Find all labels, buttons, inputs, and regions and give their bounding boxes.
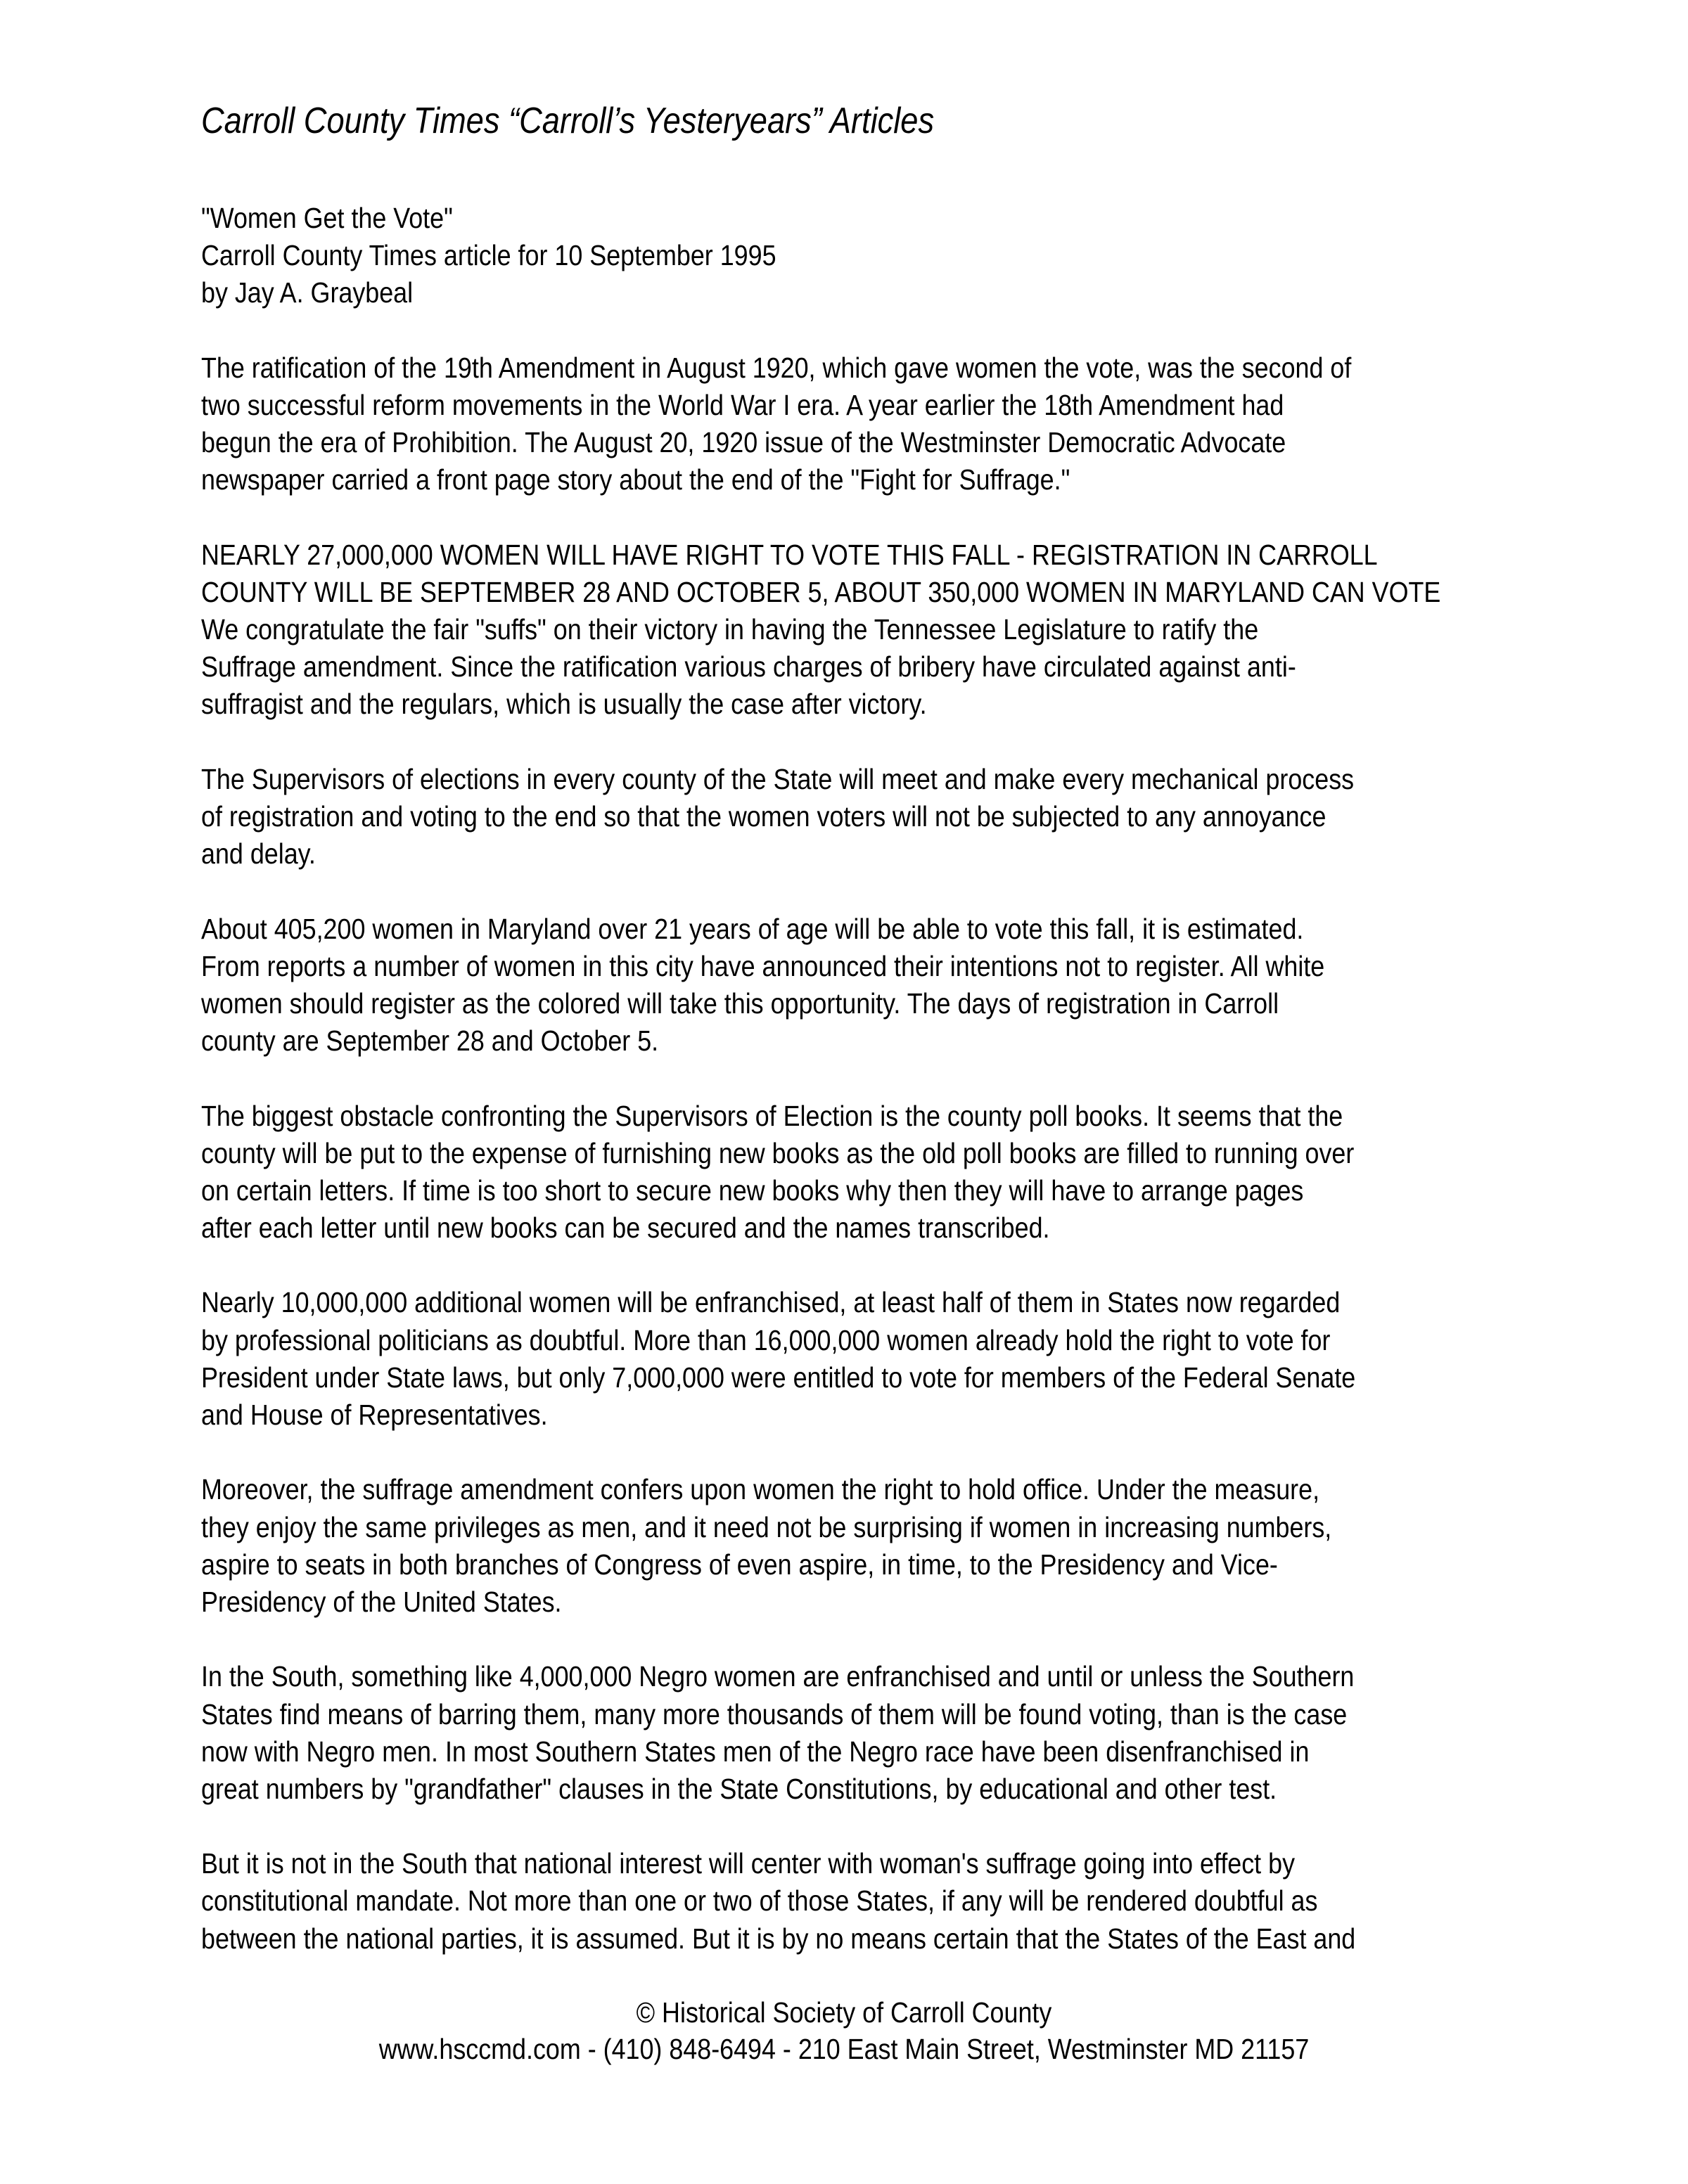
paragraph-line: begun the era of Prohibition. The August 20, 1920 issue of the Westminster Democratic Advocate xyxy=(201,426,1286,459)
paragraph-line: Nearly 10,000,000 additional women will be enfranchised, at least half of them in States now regarded xyxy=(201,1286,1341,1319)
paragraph-line: Moreover, the suffrage amendment confers upon women the right to hold office. Under the measure, xyxy=(201,1473,1320,1506)
paragraph-line: aspire to seats in both branches of Congress of even aspire, in time, to the Presidency and Vice- xyxy=(201,1548,1278,1581)
paragraph-line: two successful reform movements in the World War I era. A year earlier the 18th Amendment had xyxy=(201,388,1284,421)
paragraph-spacer xyxy=(201,873,1440,910)
paragraph-line: COUNTY WILL BE SEPTEMBER 28 AND OCTOBER 5, ABOUT 350,000 WOMEN IN MARYLAND CAN VOTE xyxy=(201,575,1441,608)
paragraph-line: We congratulate the fair "suffs" on their victory in having the Tennessee Legislature to ratify the xyxy=(201,613,1259,646)
paragraph-line: county will be put to the expense of furnishing new books as the old poll books are filled to running over xyxy=(201,1136,1355,1169)
paragraph-line: between the national parties, it is assumed. But it is by no means certain that the States of the East and xyxy=(201,1922,1356,1955)
paragraph-line: now with Negro men. In most Southern States men of the Negro race have been disenfranchised in xyxy=(201,1735,1310,1768)
footer-copyright: © Historical Society of Carroll County xyxy=(636,1996,1052,2029)
paragraph-spacer xyxy=(201,1434,1440,1471)
paragraph-line: after each letter until new books can be secured and the names transcribed. xyxy=(201,1212,1050,1245)
page-footer xyxy=(0,1994,1688,2067)
article-heading-line: "Women Get the Vote" xyxy=(201,202,453,234)
paragraph-line: The ratification of the 19th Amendment in August 1920, which gave women the vote, was the second of xyxy=(201,351,1352,384)
paragraph-line: of registration and voting to the end so that the women voters will not be subjected to any annoyance xyxy=(201,800,1326,833)
paragraph-line: NEARLY 27,000,000 WOMEN WILL HAVE RIGHT TO VOTE THIS FALL - REGISTRATION IN CARROLL xyxy=(201,538,1378,571)
paragraph-line: by professional politicians as doubtful. More than 16,000,000 women already hold the right to vote for xyxy=(201,1323,1331,1356)
paragraph-line: Suffrage amendment. Since the ratification various charges of bribery have circulated against anti- xyxy=(201,650,1296,683)
article-heading-line: by Jay A. Graybeal xyxy=(201,276,414,309)
article-heading-line: Carroll County Times article for 10 September 1995 xyxy=(201,239,776,272)
paragraph-spacer xyxy=(201,312,1440,349)
paragraph-line: women should register as the colored will take this opportunity. The days of registration in Carroll xyxy=(201,987,1279,1020)
paragraph-line: President under State laws, but only 7,000,000 were entitled to vote for members of the Federal Senate xyxy=(201,1361,1356,1394)
article-body xyxy=(201,200,1618,1958)
paragraph-line: great numbers by "grandfather" clauses in the State Constitutions, by educational and other test. xyxy=(201,1772,1277,1805)
paragraph-line: Presidency of the United States. xyxy=(201,1585,562,1618)
paragraph-line: constitutional mandate. Not more than one or two of those States, if any will be rendered doubtful as xyxy=(201,1884,1318,1918)
paragraph-line: and House of Representatives. xyxy=(201,1399,548,1431)
paragraph-line: The Supervisors of elections in every county of the State will meet and make every mechanical process xyxy=(201,762,1355,795)
page-title: Carroll County Times “Carroll’s Yesteryears” Articles xyxy=(201,101,935,141)
paragraph-spacer xyxy=(201,724,1440,761)
paragraph-line: States find means of barring them, many more thousands of them will be found voting, than is the case xyxy=(201,1697,1348,1730)
paragraph-line: and delay. xyxy=(201,837,316,871)
paragraph-line: newspaper carried a front page story about the end of the "Fight for Suffrage." xyxy=(201,463,1070,496)
paragraph-spacer xyxy=(201,1808,1440,1845)
paragraph-line: they enjoy the same privileges as men, and it need not be surprising if women in increasing numbers, xyxy=(201,1510,1332,1543)
paragraph-spacer xyxy=(201,1060,1440,1097)
paragraph-line: In the South, something like 4,000,000 Negro women are enfranchised and until or unless the Southern xyxy=(201,1660,1355,1693)
paragraph-line: county are September 28 and October 5. xyxy=(201,1024,659,1058)
paragraph-spacer xyxy=(201,499,1440,537)
paragraph-line: From reports a number of women in this city have announced their intentions not to register. All white xyxy=(201,949,1325,982)
paragraph-line: About 405,200 women in Maryland over 21 years of age will be able to vote this fall, it is estimated. xyxy=(201,912,1304,945)
paragraph-spacer xyxy=(201,1621,1440,1658)
paragraph-spacer xyxy=(201,1247,1440,1284)
paragraph-line: But it is not in the South that national interest will center with woman's suffrage going into effect by xyxy=(201,1847,1296,1880)
footer-contact: www.hsccmd.com - (410) 848-6494 - 210 East Main Street, Westminster MD 21157 xyxy=(378,2033,1310,2065)
paragraph-line: suffragist and the regulars, which is usually the case after victory. xyxy=(201,688,927,721)
paragraph-line: on certain letters. If time is too short to secure new books why then they will have to arrange pages xyxy=(201,1174,1304,1207)
paragraph-line: The biggest obstacle confronting the Supervisors of Election is the county poll books. It seems that the xyxy=(201,1099,1343,1132)
